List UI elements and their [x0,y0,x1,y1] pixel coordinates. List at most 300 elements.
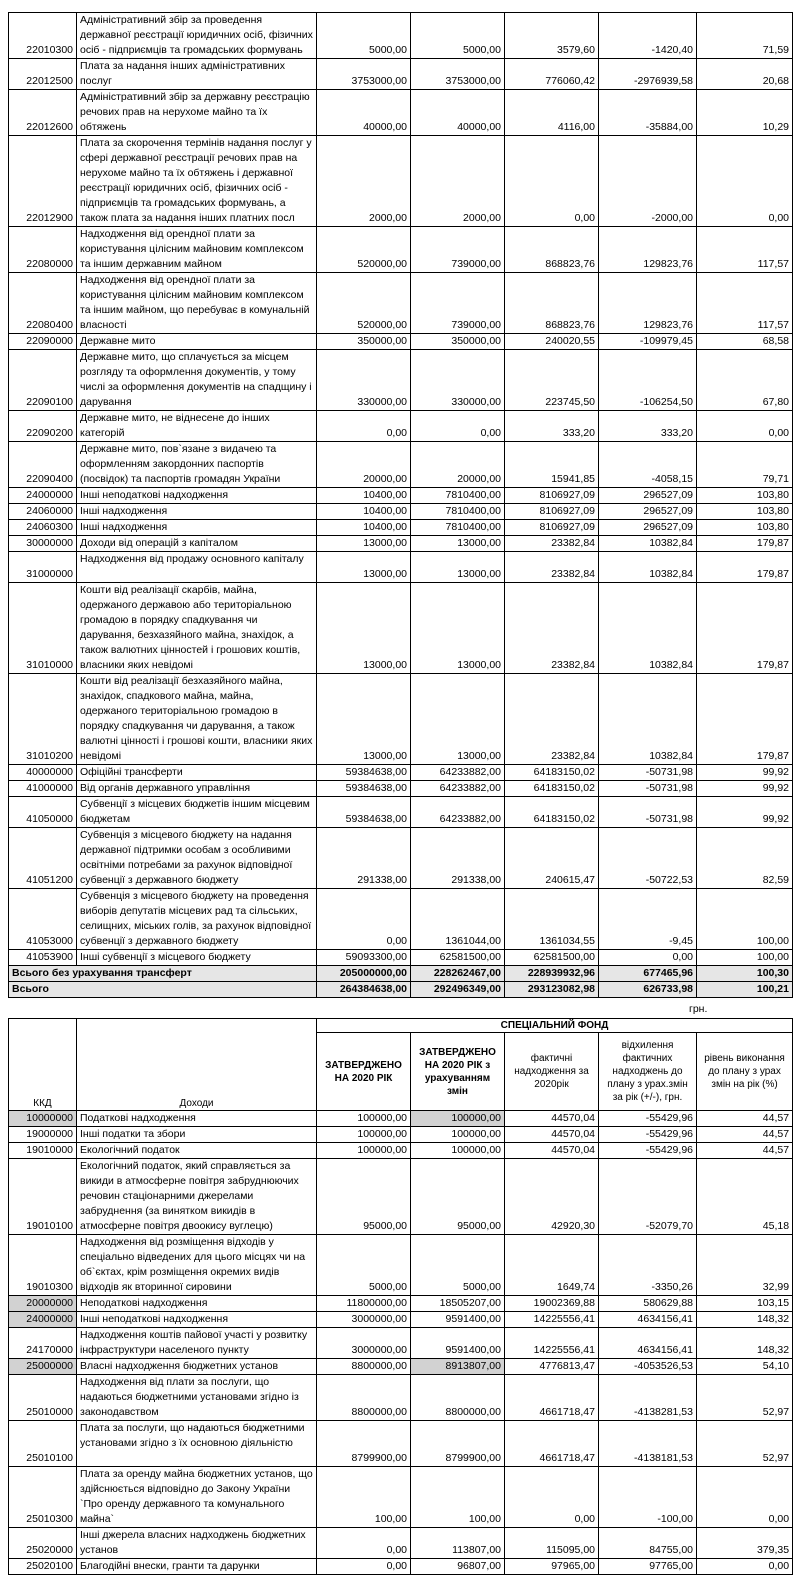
actual-value: 4116,00 [505,90,599,136]
approved-with-changes-value: 5000,00 [411,1235,505,1296]
deviation-value: -109979,45 [599,334,697,350]
kkd-code: 22090100 [9,350,77,411]
percent-value: 44,57 [697,1111,793,1127]
percent-value: 54,10 [697,1359,793,1375]
actual-value: 64183150,02 [505,765,599,781]
percent-value: 179,87 [697,674,793,765]
actual-value: 868823,76 [505,227,599,273]
general-row [9,136,793,227]
approved-with-changes-value: 0,00 [411,411,505,442]
deviation-value: -4138281,53 [599,1375,697,1421]
general-row [9,583,793,674]
kkd-code: 19010100 [9,1159,77,1235]
income-name: Кошти від реалізації безхазяйного майна, знахідок, спадкового майна, майна, одержаного територіальною громадою в порядку спадкування чи дарування, а також валютні цінності і грошові кошти, власники яких невідомі [77,674,317,765]
total-v4: 677465,96 [599,966,697,982]
percent-value: 148,32 [697,1328,793,1359]
income-name: Офіційні трансферти [77,765,317,781]
percent-value: 100,00 [697,889,793,950]
income-name: Інші податки та збори [77,1127,317,1143]
kkd-code: 22012600 [9,90,77,136]
deviation-value: 296527,09 [599,520,697,536]
general-row [9,674,793,765]
deviation-value: 333,20 [599,411,697,442]
header-approved: ЗАТВЕРДЖЕНО НА 2020 РІК [317,1033,411,1111]
header-income: Доходи [77,1019,317,1111]
special-fund-title: СПЕЦІАЛЬНИЙ ФОНД [317,1019,793,1033]
actual-value: 64183150,02 [505,797,599,828]
kkd-code: 22080400 [9,273,77,334]
actual-value: 23382,84 [505,552,599,583]
special-row [9,1127,793,1143]
special-row [9,1111,793,1127]
approved-with-changes-value: 3753000,00 [411,59,505,90]
deviation-value: -55429,96 [599,1111,697,1127]
approved-with-changes-value: 5000,00 [411,13,505,59]
general-row [9,334,793,350]
general-row [9,13,793,59]
approved-value: 5000,00 [317,1235,411,1296]
actual-value: 240020,55 [505,334,599,350]
percent-value: 82,59 [697,828,793,889]
income-name: Плата за надання інших адміністративних послуг [77,59,317,90]
approved-with-changes-value: 95000,00 [411,1159,505,1235]
general-row [9,504,793,520]
approved-with-changes-value: 7810400,00 [411,488,505,504]
deviation-value: -3350,26 [599,1235,697,1296]
kkd-code: 24000000 [9,1312,77,1328]
kkd-code: 30000000 [9,536,77,552]
kkd-code: 20000000 [9,1296,77,1312]
kkd-code: 19010300 [9,1235,77,1296]
income-name: Неподаткові надходження [77,1296,317,1312]
percent-value: 20,68 [697,59,793,90]
income-name: Від органів державного управління [77,781,317,797]
approved-with-changes-value: 40000,00 [411,90,505,136]
total-label: Всього без урахування трансферт [9,966,317,982]
actual-value: 868823,76 [505,273,599,334]
actual-value: 223745,50 [505,350,599,411]
actual-value: 8106927,09 [505,504,599,520]
deviation-value: 129823,76 [599,227,697,273]
actual-value: 115095,00 [505,1528,599,1559]
percent-value: 52,97 [697,1421,793,1467]
general-row [9,536,793,552]
percent-value: 379,35 [697,1528,793,1559]
general-row [9,520,793,536]
approved-with-changes-value: 739000,00 [411,273,505,334]
deviation-value: 296527,09 [599,488,697,504]
percent-value: 45,18 [697,1159,793,1235]
approved-value: 0,00 [317,411,411,442]
deviation-value: -55429,96 [599,1127,697,1143]
income-name: Надходження від плати за послуги, що надаються бюджетними установами згідно із законодавством [77,1375,317,1421]
deviation-value: 4634156,41 [599,1328,697,1359]
special-row [9,1328,793,1359]
approved-with-changes-value: 13000,00 [411,583,505,674]
income-name: Власні надходження бюджетних установ [77,1359,317,1375]
approved-value: 13000,00 [317,552,411,583]
total-v5: 100,21 [697,982,793,998]
income-name: Доходи від операцій з капіталом [77,536,317,552]
approved-with-changes-value: 1361044,00 [411,889,505,950]
income-name: Екологічний податок, який справляється за викиди в атмосферне повітря забруднюючих речовин стаціонарними джерелами забруднення (за винятком викидів в атмосферне повітря двоокису вуглецю) [77,1159,317,1235]
percent-value: 103,80 [697,504,793,520]
special-row [9,1235,793,1296]
percent-value: 0,00 [697,1559,793,1575]
total-row [9,966,793,982]
special-row [9,1312,793,1328]
special-row [9,1467,793,1528]
deviation-value: -2000,00 [599,136,697,227]
approved-value: 59384638,00 [317,781,411,797]
special-row [9,1375,793,1421]
kkd-code: 24170000 [9,1328,77,1359]
actual-value: 44570,04 [505,1111,599,1127]
approved-with-changes-value: 100000,00 [411,1111,505,1127]
deviation-value: 0,00 [599,950,697,966]
actual-value: 4661718,47 [505,1375,599,1421]
header-approved-with-changes: ЗАТВЕРДЖЕНО НА 2020 РІК з урахуванням змін [411,1033,505,1111]
percent-value: 117,57 [697,273,793,334]
actual-value: 62581500,00 [505,950,599,966]
approved-value: 13000,00 [317,583,411,674]
actual-value: 23382,84 [505,536,599,552]
approved-value: 100000,00 [317,1127,411,1143]
deviation-value: -52079,70 [599,1159,697,1235]
general-row [9,227,793,273]
kkd-code: 41053000 [9,889,77,950]
kkd-code: 41051200 [9,828,77,889]
approved-value: 59384638,00 [317,765,411,781]
income-name: Державне мито [77,334,317,350]
percent-value: 99,92 [697,797,793,828]
deviation-value: -50731,98 [599,781,697,797]
deviation-value: 10382,84 [599,583,697,674]
general-row [9,59,793,90]
income-name: Надходження від орендної плати за користування цілісним майновим комплексом та іншим майном, що перебуває в комунальній власності [77,273,317,334]
general-row [9,442,793,488]
income-name: Субвенція з місцевого бюджету на надання державної підтримки особам з особливими освітніми потребами за рахунок відповідної субвенції з державного бюджету [77,828,317,889]
actual-value: 23382,84 [505,583,599,674]
percent-value: 99,92 [697,765,793,781]
percent-value: 0,00 [697,136,793,227]
special-row [9,1359,793,1375]
general-row [9,552,793,583]
kkd-code: 31000000 [9,552,77,583]
general-row [9,889,793,950]
deviation-value: 580629,88 [599,1296,697,1312]
approved-with-changes-value: 13000,00 [411,536,505,552]
deviation-value: 97765,00 [599,1559,697,1575]
percent-value: 103,15 [697,1296,793,1312]
special-row [9,1559,793,1575]
approved-value: 13000,00 [317,536,411,552]
header-kkd: ККД [9,1019,77,1111]
approved-with-changes-value: 62581500,00 [411,950,505,966]
general-row [9,350,793,411]
header-deviation: відхилення фактичних надходжень до плану з урах.змін за рік (+/-), грн. [599,1033,697,1111]
percent-value: 32,99 [697,1235,793,1296]
approved-with-changes-value: 100000,00 [411,1143,505,1159]
percent-value: 79,71 [697,442,793,488]
kkd-code: 25010000 [9,1375,77,1421]
approved-value: 10400,00 [317,488,411,504]
total-v2: 292496349,00 [411,982,505,998]
total-v3: 293123082,98 [505,982,599,998]
income-name: Надходження від орендної плати за користування цілісним майновим комплексом та іншим державним майном [77,227,317,273]
approved-value: 5000,00 [317,13,411,59]
approved-with-changes-value: 330000,00 [411,350,505,411]
actual-value: 8106927,09 [505,520,599,536]
actual-value: 64183150,02 [505,781,599,797]
deviation-value: -100,00 [599,1467,697,1528]
approved-with-changes-value: 9591400,00 [411,1312,505,1328]
special-row [9,1421,793,1467]
kkd-code: 24000000 [9,488,77,504]
deviation-value: 84755,00 [599,1528,697,1559]
deviation-value: -106254,50 [599,350,697,411]
kkd-code: 19010000 [9,1143,77,1159]
kkd-code: 40000000 [9,765,77,781]
approved-with-changes-value: 291338,00 [411,828,505,889]
kkd-code: 22012500 [9,59,77,90]
approved-value: 40000,00 [317,90,411,136]
deviation-value: -4058,15 [599,442,697,488]
approved-with-changes-value: 7810400,00 [411,504,505,520]
income-name: Інші джерела власних надходжень бюджетних установ [77,1528,317,1559]
actual-value: 42920,30 [505,1159,599,1235]
actual-value: 8106927,09 [505,488,599,504]
actual-value: 3579,60 [505,13,599,59]
approved-with-changes-value: 64233882,00 [411,797,505,828]
approved-with-changes-value: 8913807,00 [411,1359,505,1375]
approved-value: 8800000,00 [317,1359,411,1375]
income-name: Плата за скорочення термінів надання послуг у сфері державної реєстрації речових прав на нерухоме майно та їх обтяжень і державної реєстрації юридичних осіб, фізичних осіб - підприємців та громадських формувань, а також плата за надання інших платних посл [77,136,317,227]
actual-value: 1361034,55 [505,889,599,950]
approved-with-changes-value: 20000,00 [411,442,505,488]
special-fund-table [8,1018,793,1575]
deviation-value: -4053526,53 [599,1359,697,1375]
deviation-value: -55429,96 [599,1143,697,1159]
income-name: Державне мито, не віднесене до інших категорій [77,411,317,442]
income-name: Інші надходження [77,520,317,536]
approved-value: 291338,00 [317,828,411,889]
general-row [9,797,793,828]
approved-value: 10400,00 [317,520,411,536]
approved-with-changes-value: 8800000,00 [411,1375,505,1421]
kkd-code: 22080000 [9,227,77,273]
percent-value: 68,58 [697,334,793,350]
kkd-code: 41000000 [9,781,77,797]
actual-value: 44570,04 [505,1127,599,1143]
general-fund-table [8,12,793,998]
approved-value: 2000,00 [317,136,411,227]
kkd-code: 19000000 [9,1127,77,1143]
actual-value: 776060,42 [505,59,599,90]
kkd-code: 41053900 [9,950,77,966]
approved-with-changes-value: 2000,00 [411,136,505,227]
approved-value: 330000,00 [317,350,411,411]
general-row [9,488,793,504]
percent-value: 10,29 [697,90,793,136]
actual-value: 333,20 [505,411,599,442]
actual-value: 0,00 [505,136,599,227]
actual-value: 1649,74 [505,1235,599,1296]
percent-value: 67,80 [697,350,793,411]
general-row [9,828,793,889]
total-v5: 100,30 [697,966,793,982]
deviation-value: -50731,98 [599,797,697,828]
approved-value: 3000000,00 [317,1312,411,1328]
special-row [9,1296,793,1312]
approved-value: 350000,00 [317,334,411,350]
kkd-code: 25000000 [9,1359,77,1375]
income-name: Інші неподаткові надходження [77,1312,317,1328]
approved-with-changes-value: 64233882,00 [411,765,505,781]
income-name: Субвенція з місцевого бюджету на проведення виборів депутатів місцевих рад та сільських, селищних, міських голів, за рахунок відповідної субвенції з державного бюджету [77,889,317,950]
percent-value: 99,92 [697,781,793,797]
approved-with-changes-value: 64233882,00 [411,781,505,797]
approved-value: 8800000,00 [317,1375,411,1421]
actual-value: 240615,47 [505,828,599,889]
total-v1: 205000000,00 [317,966,411,982]
percent-value: 0,00 [697,411,793,442]
percent-value: 52,97 [697,1375,793,1421]
deviation-value: 10382,84 [599,536,697,552]
approved-value: 3753000,00 [317,59,411,90]
income-name: Державне мито, пов`язане з видачею та оформленням закордонних паспортів (посвідок) та паспортів громадян України [77,442,317,488]
deviation-value: -1420,40 [599,13,697,59]
income-name: Екологічний податок [77,1143,317,1159]
deviation-value: -9,45 [599,889,697,950]
income-name: Надходження від продажу основного капіталу [77,552,317,583]
percent-value: 103,80 [697,488,793,504]
approved-value: 100,00 [317,1467,411,1528]
income-name: Державне мито, що сплачується за місцем розгляду та оформлення документів, у тому числі за оформлення документів на спадщину і дарування [77,350,317,411]
approved-with-changes-value: 100000,00 [411,1127,505,1143]
approved-with-changes-value: 350000,00 [411,334,505,350]
actual-value: 14225556,41 [505,1312,599,1328]
total-label: Всього [9,982,317,998]
actual-value: 0,00 [505,1467,599,1528]
actual-value: 4776813,47 [505,1359,599,1375]
income-name: Надходження від розміщення відходів у спеціально відведених для цього місцях чи на об`єктах, крім розміщення окремих видів відходів як вторинної сировини [77,1235,317,1296]
total-v4: 626733,98 [599,982,697,998]
approved-value: 3000000,00 [317,1328,411,1359]
approved-with-changes-value: 7810400,00 [411,520,505,536]
percent-value: 100,00 [697,950,793,966]
actual-value: 19002369,88 [505,1296,599,1312]
percent-value: 179,87 [697,552,793,583]
approved-with-changes-value: 96807,00 [411,1559,505,1575]
percent-value: 44,57 [697,1127,793,1143]
deviation-value: 4634156,41 [599,1312,697,1328]
kkd-code: 10000000 [9,1111,77,1127]
approved-value: 100000,00 [317,1111,411,1127]
header-percent: рівень виконання до плану з урах змін на рік (%) [697,1033,793,1111]
approved-value: 59093300,00 [317,950,411,966]
total-v1: 264384638,00 [317,982,411,998]
kkd-code: 31010200 [9,674,77,765]
approved-with-changes-value: 739000,00 [411,227,505,273]
approved-value: 100000,00 [317,1143,411,1159]
deviation-value: 296527,09 [599,504,697,520]
general-row [9,765,793,781]
actual-value: 44570,04 [505,1143,599,1159]
approved-value: 20000,00 [317,442,411,488]
actual-value: 15941,85 [505,442,599,488]
kkd-code: 22090200 [9,411,77,442]
income-name: Надходження коштів пайової участі у розвитку інфраструктури населеного пункту [77,1328,317,1359]
income-name: Адміністративний збір за проведення державної реєстрації юридичних осіб, фізичних осіб - підприємців та громадських формувань [77,13,317,59]
percent-value: 179,87 [697,536,793,552]
approved-value: 0,00 [317,1528,411,1559]
deviation-value: -4138181,53 [599,1421,697,1467]
actual-value: 14225556,41 [505,1328,599,1359]
total-row [9,982,793,998]
total-v2: 228262467,00 [411,966,505,982]
approved-value: 520000,00 [317,273,411,334]
kkd-code: 24060000 [9,504,77,520]
header-actual: фактичні надходження за 2020рік [505,1033,599,1111]
percent-value: 71,59 [697,13,793,59]
kkd-code: 22012900 [9,136,77,227]
income-name: Благодійні внески, гранти та дарунки [77,1559,317,1575]
kkd-code: 22090400 [9,442,77,488]
deviation-value: -35884,00 [599,90,697,136]
approved-with-changes-value: 100,00 [411,1467,505,1528]
approved-value: 520000,00 [317,227,411,273]
kkd-code: 24060300 [9,520,77,536]
percent-value: 117,57 [697,227,793,273]
kkd-code: 22010300 [9,13,77,59]
general-row [9,781,793,797]
deviation-value: 129823,76 [599,273,697,334]
total-v3: 228939932,96 [505,966,599,982]
kkd-code: 41050000 [9,797,77,828]
deviation-value: -50731,98 [599,765,697,781]
income-name: Адміністративний збір за державну реєстрацію речових прав на нерухоме майно та їх обтяжень [77,90,317,136]
approved-with-changes-value: 13000,00 [411,552,505,583]
approved-with-changes-value: 9591400,00 [411,1328,505,1359]
income-name: Плата за оренду майна бюджетних установ, що здійснюється відповідно до Закону України `Про оренду державного та комунального майна` [77,1467,317,1528]
kkd-code: 25020100 [9,1559,77,1575]
general-row [9,411,793,442]
approved-value: 13000,00 [317,674,411,765]
general-row [9,90,793,136]
kkd-code: 25010300 [9,1467,77,1528]
kkd-code: 22090000 [9,334,77,350]
kkd-code: 25010100 [9,1421,77,1467]
income-name: Інші надходження [77,504,317,520]
percent-value: 44,57 [697,1143,793,1159]
general-row [9,273,793,334]
income-name: Податкові надходження [77,1111,317,1127]
kkd-code: 31010000 [9,583,77,674]
deviation-value: -2976939,58 [599,59,697,90]
general-row [9,950,793,966]
approved-with-changes-value: 8799900,00 [411,1421,505,1467]
approved-with-changes-value: 113807,00 [411,1528,505,1559]
approved-value: 10400,00 [317,504,411,520]
actual-value: 23382,84 [505,674,599,765]
percent-value: 103,80 [697,520,793,536]
approved-value: 11800000,00 [317,1296,411,1312]
percent-value: 0,00 [697,1467,793,1528]
approved-value: 59384638,00 [317,797,411,828]
percent-value: 179,87 [697,583,793,674]
deviation-value: -50722,53 [599,828,697,889]
